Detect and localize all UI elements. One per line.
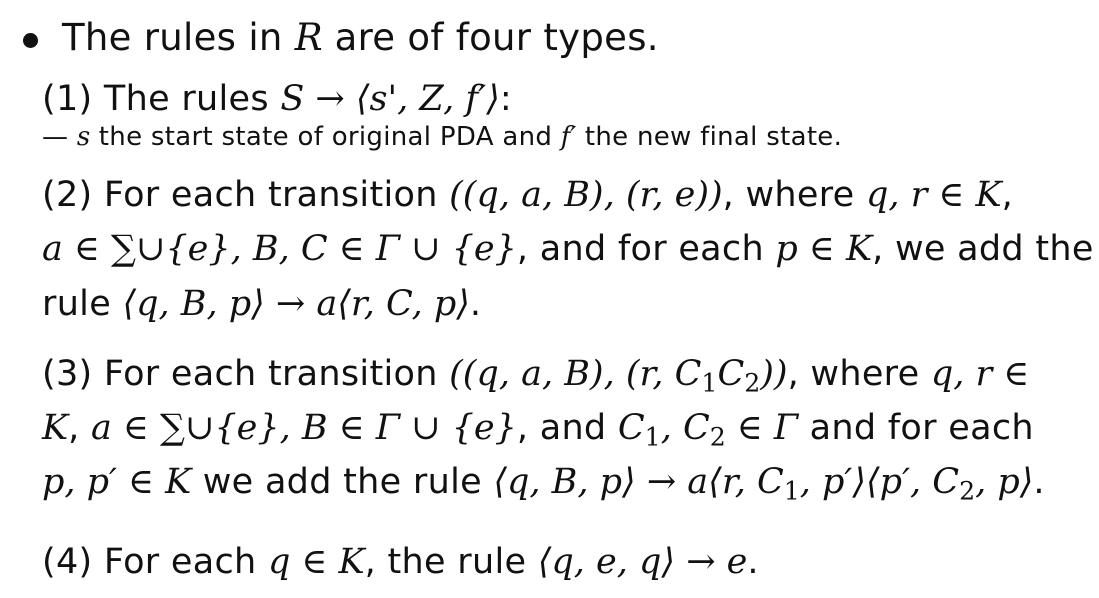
rule3-l2-c2: , C [660, 408, 710, 448]
rule3-l2-k: K [42, 408, 69, 448]
rule1-label: (1) The rules [42, 79, 281, 119]
rule3-l2-c1: C [617, 408, 645, 448]
rule3-l3-formula-b: , p′⟩⟨p′, C [799, 462, 960, 502]
rule3-l3-sub2: 2 [959, 476, 976, 506]
rule1-line [42, 79, 512, 119]
heading-post: are of four types. [322, 16, 659, 59]
rule1-note-dash: — [42, 122, 69, 152]
rule2-l1-pre: (2) For each transition [42, 175, 450, 215]
rule3-l1-sub1: 1 [701, 368, 718, 398]
rule4-q: q ∈ K [267, 542, 365, 582]
rule4-line [42, 542, 759, 582]
rule3-line2 [42, 408, 1034, 452]
rule3-l1-qr: q, r ∈ [930, 354, 1030, 394]
rule1-colon: : [499, 79, 512, 119]
rule2-line2 [42, 229, 1094, 269]
rule3-l2-c2sub: 2 [709, 422, 726, 452]
rule3-l2-mid: , and [516, 408, 618, 448]
rule4-formula: ⟨q, e, q⟩ → e [537, 542, 748, 582]
rule3-l1-formula-a: ((q, a, B), (r, C [449, 354, 702, 394]
rule2-l2-end: , we add the [872, 229, 1094, 269]
rule3-l3-pp: p, p′ ∈ K [42, 462, 192, 502]
rule1-note-mid: the start state of original PDA and [90, 122, 561, 152]
rule3-l2-a: a ∈ ∑∪{e}, B ∈ Γ ∪ {e} [91, 408, 517, 448]
rule3-l1-sub2: 2 [744, 368, 761, 398]
rule2-l1-comma: , [1001, 175, 1014, 215]
rule3-l3-end: . [1033, 462, 1045, 502]
rule1-note-f: f′ [560, 122, 577, 152]
rule1-note-end: the new final state. [576, 122, 843, 152]
rule3-l2-comma: , [68, 408, 92, 448]
rule3-line3 [42, 462, 1045, 506]
rule4-end: . [747, 542, 759, 582]
rule3-l1-mid: , where [787, 354, 931, 394]
heading-line [62, 16, 659, 59]
rule2-line3 [42, 284, 482, 324]
bullet-icon [23, 33, 38, 48]
rule1-note [42, 124, 842, 150]
rule2-l2-a: a ∈ [42, 229, 112, 269]
rule2-l1-qr: q, r ∈ K [865, 175, 1002, 215]
rule3-l3-formula-a: ⟨q, B, p⟩ → a⟨r, C [493, 462, 784, 502]
rule3-l1-formula-c: )) [760, 354, 788, 394]
rule3-l1-formula-b: C [717, 354, 745, 394]
rule2-l3-formula: ⟨q, B, p⟩ → a⟨r, C, p⟩ [122, 284, 470, 324]
rule4-mid: , the rule [364, 542, 538, 582]
rule2-line1 [42, 175, 1014, 215]
rule2-l2-p: p ∈ K [775, 229, 873, 269]
rule1-formula: S → ⟨s', Z, f′⟩ [280, 79, 500, 119]
rule2-l1-mid: , where [722, 175, 866, 215]
rule4-pre: (4) For each [42, 542, 268, 582]
rule3-l2-c1sub: 1 [644, 422, 661, 452]
rule3-l3-formula-c: , p⟩ [975, 462, 1034, 502]
rule2-l2-mid: , and for each [516, 229, 776, 269]
heading-pre: The rules in [62, 16, 295, 59]
rule2-l3-end: . [469, 284, 482, 324]
rule2-l1-formula: ((q, a, B), (r, e)) [449, 175, 723, 215]
rule3-l2-gamma: ∈ Γ [725, 408, 799, 448]
heading-var: R [294, 16, 323, 59]
rule3-l3-mid: we add the rule [191, 462, 494, 502]
rule1-note-s: s [76, 122, 91, 152]
rule3-l3-sub1: 1 [783, 476, 800, 506]
rule3-line1 [42, 354, 1030, 398]
rule2-l3-pre: rule [42, 284, 123, 324]
rule3-l1-pre: (3) For each transition [42, 354, 450, 394]
rule2-l2-sigma: ∑∪{e}, B, C ∈ Γ ∪ {e} [111, 229, 517, 269]
rule3-l2-end: and for each [798, 408, 1034, 448]
